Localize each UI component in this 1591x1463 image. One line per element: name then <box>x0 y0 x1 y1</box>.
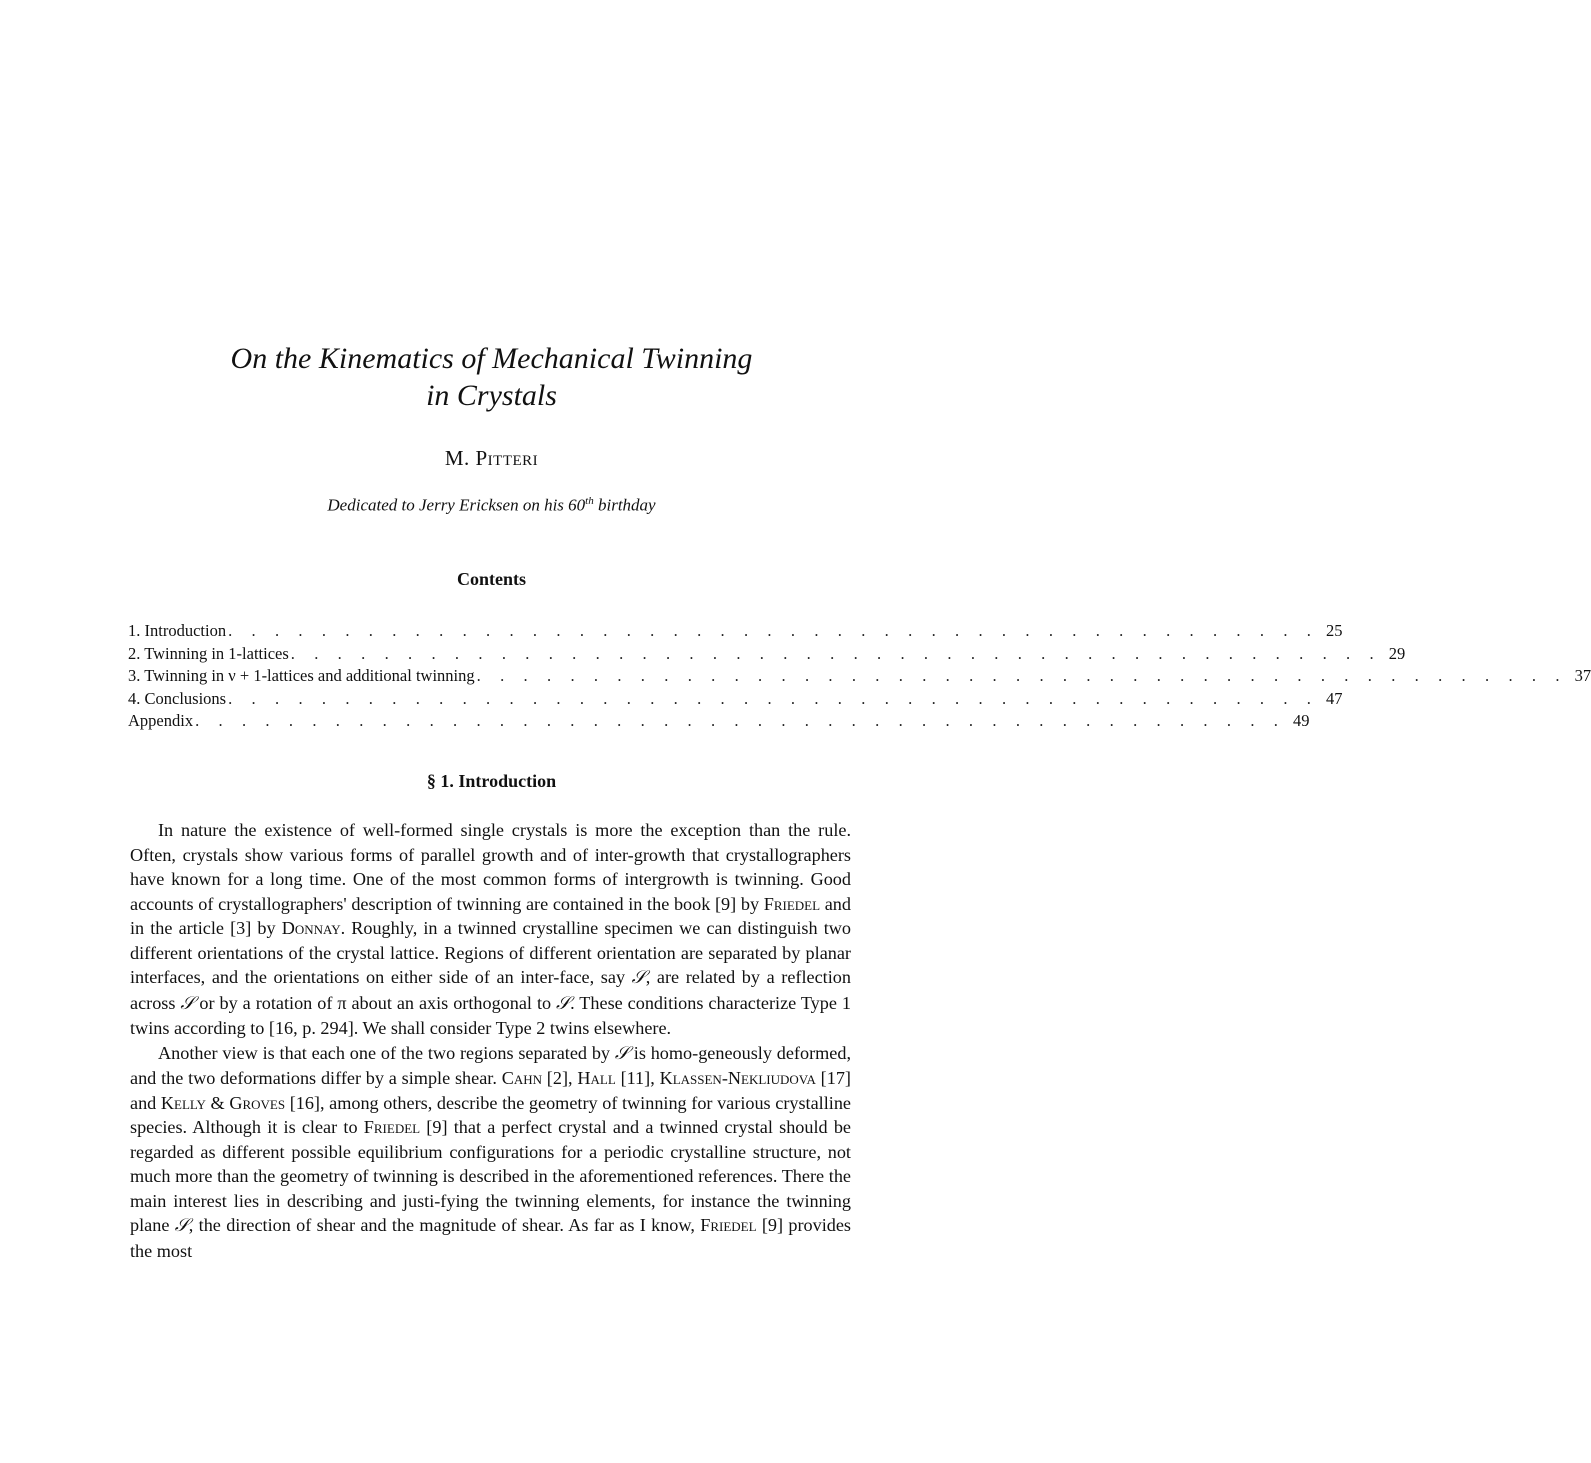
toc-leader-dots: . . . . . . . . . . . . . . . . . . . . . . . . . . . . . . . . . . . . . . . . . . . . . . . <box>195 711 1286 730</box>
math-symbol: 𝒮 <box>631 967 646 988</box>
author <box>100 446 883 471</box>
dedication-text: Dedicated to Jerry Ericksen on his 60 <box>327 495 586 515</box>
paper-title <box>100 340 883 414</box>
math-symbol: 𝒮 <box>174 1215 189 1236</box>
toc-leader-dots: . . . . . . . . . . . . . . . . . . . . . . . . . . . . . . . . . . . . . . . . . . . . . . . <box>228 688 1319 708</box>
text-run: [9] that a perfect crystal and a twinned crystal should be regarded as different possible equilibrium configurations for a periodic crystalline structure, not much more than the geometry of twinning is described in the aforementioned references. There the main interest lies in describing and justi-fying the twinning elements, for instance the twinning plane <box>130 1117 852 1235</box>
body-text <box>130 818 851 1263</box>
text-run: & <box>205 1092 230 1113</box>
toc-entry <box>128 643 1406 666</box>
paragraph <box>130 818 851 1041</box>
author-initial: M. <box>444 446 470 470</box>
math-symbol: 𝒮 <box>614 1042 629 1064</box>
toc-entry-page: 47 <box>1326 688 1343 708</box>
math-symbol: 𝒮 <box>556 992 571 1014</box>
toc-entry <box>128 665 1591 688</box>
text-run: is homo-geneously deformed, and the two deformations differ by a simple shear. <box>130 1042 851 1088</box>
text-run: [9] provides the most <box>130 1215 852 1261</box>
toc-entry-page: 49 <box>1293 711 1310 730</box>
table-of-contents <box>128 620 1591 733</box>
author-reference: Donnay <box>281 918 341 938</box>
text-run: , are related by a reflection across <box>130 967 851 1013</box>
toc-entry-page: 37 <box>1574 666 1591 685</box>
author-reference: Friedel <box>363 1117 421 1137</box>
author-reference: Klassen-Nekliudova <box>659 1068 816 1088</box>
toc-entry-page: 25 <box>1326 621 1343 640</box>
toc-leader-dots: . . . . . . . . . . . . . . . . . . . . . . . . . . . . . . . . . . . . . . . . . . . . . . . <box>228 621 1319 640</box>
text-run: . Roughly, in a twinned crystalline specimen we can distinguish two different orientations of the crystal lattice. Regions of different orientation are separated by planar interfaces, and the orientations on either side of an inter-face, say <box>130 918 851 987</box>
author-reference: Friedel <box>700 1215 757 1235</box>
text-run: [11], <box>615 1068 660 1088</box>
author-reference: Hall <box>577 1068 616 1088</box>
contents-heading: Contents <box>456 569 526 589</box>
toc-leader-dots: . . . . . . . . . . . . . . . . . . . . . . . . . . . . . . . . . . . . . . . . . . . . . . . <box>476 666 1568 685</box>
dedication-superscript: th <box>585 495 594 507</box>
toc-entry-label: Appendix <box>128 711 194 730</box>
toc-entry-label: 2. Twinning in 1-lattices <box>128 643 289 663</box>
math-symbol: 𝒮 <box>180 992 195 1014</box>
text-run: or by a rotation of π about an axis orthogonal to <box>194 992 557 1013</box>
toc-entry <box>128 620 1343 643</box>
text-run: [2], <box>542 1068 578 1088</box>
text-run: In nature the existence of well-formed single crystals is more the exception than the rule. Often, crystals show various forms of parallel growth and of inter-growth that crystallographers have known for a long time. One of the most common forms of intergrowth is twinning. Good accounts of crystallographers' description of twinning are contained in the book [9] by <box>130 820 851 914</box>
author-surname: Pitteri <box>475 446 539 470</box>
text-run: [17] and <box>130 1068 851 1113</box>
dedication <box>100 495 883 516</box>
title-line-2: in Crystals <box>426 379 557 412</box>
toc-entry-page: 29 <box>1388 643 1406 663</box>
toc-entry <box>128 688 1343 711</box>
text-run: , the direction of shear and the magnitude of shear. As far as I know, <box>188 1215 701 1235</box>
paragraph <box>130 1041 851 1264</box>
title-line-1: On the Kinematics of Mechanical Twinning <box>230 342 753 375</box>
dedication-tail: birthday <box>593 495 656 515</box>
author-reference: Groves <box>229 1092 286 1113</box>
toc-entry-label: 1. Introduction <box>128 621 227 640</box>
text-run: Another view is that each one of the two regions separated by <box>158 1042 615 1063</box>
author-reference: Cahn <box>501 1068 542 1088</box>
toc-entry <box>128 710 1310 733</box>
text-run: . These conditions characterize Type 1 twins according to [16, p. 294]. We shall consider Type 2 twins elsewhere. <box>130 992 851 1038</box>
author-reference: Friedel <box>763 893 821 914</box>
author-reference: Kelly <box>160 1092 206 1113</box>
toc-leader-dots: . . . . . . . . . . . . . . . . . . . . . . . . . . . . . . . . . . . . . . . . . . . . . . . <box>290 643 1382 663</box>
toc-entry-label: 4. Conclusions <box>128 688 227 708</box>
toc-entry-label: 3. Twinning in ν + 1-lattices and additional twinning <box>128 666 475 685</box>
section-heading: § 1. Introduction <box>426 771 557 791</box>
text-run: [16], among others, describe the geometry of twinning for various crystalline species. Although it is clear to <box>130 1092 851 1137</box>
text-run: and in the article [3] by <box>130 893 851 938</box>
